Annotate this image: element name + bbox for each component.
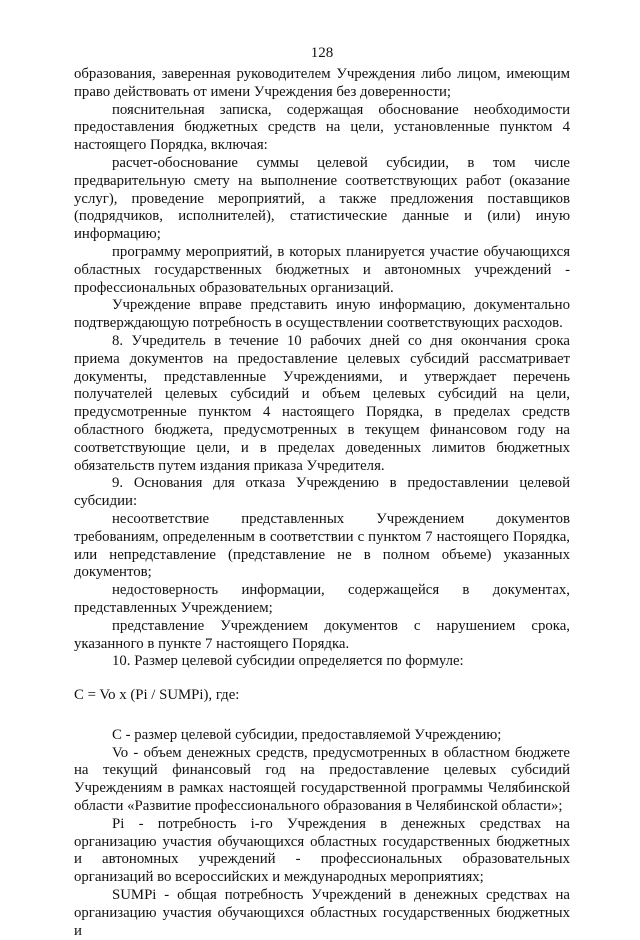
definition: Pi - потребность i-го Учреждения в денежных средствах на организацию участия обучающихся областных государственных бюджетных и автономных учреждений - профессиональных образовательных организаций во всероссийских и международных мероприятиях; <box>74 815 570 886</box>
document-body <box>74 66 570 940</box>
paragraph: образования, заверенная руководителем Учреждения либо лицом, имеющим право действовать от имени Учреждения без доверенности; <box>74 66 570 100</box>
paragraph: расчет-обоснование суммы целевой субсидии, в том числе предварительную смету на выполнение соответствующих работ (оказание услуг), проведение мероприятий, а также предложения поставщиков (подрядчиков, исполнителей), статистические данные и (или) иную информацию; <box>74 154 570 243</box>
paragraph: несоответствие представленных Учреждением документов требованиям, определенным в соответствии с пунктом 7 настоящего Порядка, или непредставление (представление не в полном объеме) указанных документов; <box>74 510 570 581</box>
paragraph: пояснительная записка, содержащая обоснование необходимости предоставления бюджетных средств на цели, установленные пунктом 4 настоящего Порядка, включая: <box>74 101 570 154</box>
page-number: 128 <box>310 45 334 61</box>
definition: Vo - объем денежных средств, предусмотренных в областном бюджете на текущий финансовый год на предоставление целевых субсидий Учреждениям в рамках настоящей государственной программы Челябинской области «Развитие профессионального образования в Челябинской области»; <box>74 744 570 815</box>
paragraph: 8. Учредитель в течение 10 рабочих дней со дня окончания срока приема документов на предоставление целевых субсидий рассматривает документы, представленные Учреждениями, и утверждает перечень получателей целевых субсидий и объем целевых субсидий на цели, предусмотренные пунктом 4 настоящего Порядка, в пределах средств областного бюджета, предусмотренных в текущем финансовом году на соответствующие цели, и в пределах доведенных лимитов бюджетных обязательств путем издания приказа Учредителя. <box>74 332 570 474</box>
formula: C = Vo x (Pi / SUMPi), где: <box>74 687 240 704</box>
paragraph: 10. Размер целевой субсидии определяется по формуле: <box>112 653 464 670</box>
paragraph: Учреждение вправе представить иную информацию, документально подтверждающую потребность в осуществлении соответствующих расходов. <box>74 297 570 332</box>
paragraph: недостоверность информации, содержащейся в документах, представленных Учреждением; <box>74 582 570 616</box>
paragraph: представление Учреждением документов с нарушением срока, указанного в пункте 7 настоящего Порядка. <box>74 617 570 652</box>
paragraph: 9. Основания для отказа Учреждению в предоставлении целевой субсидии: <box>74 475 570 510</box>
paragraph: программу мероприятий, в которых планируется участие обучающихся областных государственных бюджетных и автономных учреждений - профессиональных образовательных организаций. <box>74 243 570 296</box>
definition: SUMPi - общая потребность Учреждений в денежных средствах на организацию участия обучающихся областных государственных бюджетных и <box>74 887 570 939</box>
definition: C - размер целевой субсидии, предоставляемой Учреждению; <box>112 726 502 743</box>
